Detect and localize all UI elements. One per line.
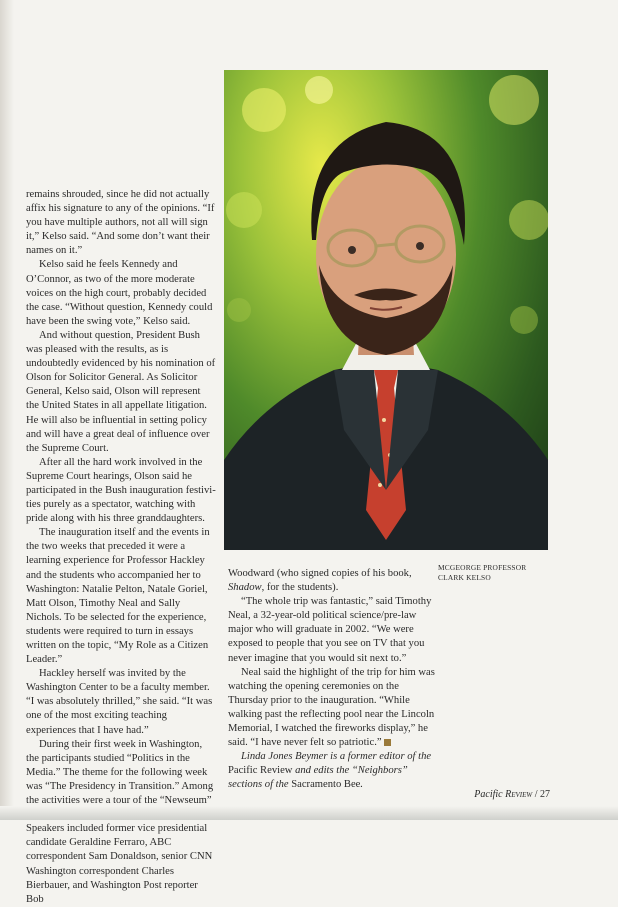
text-run: and edits the “Neighbors” sections of the (228, 765, 408, 791)
paragraph (228, 567, 438, 595)
paragraph: And without question, President Bush was pleased with the results, as is undoubtedly evidenced by his nomination of Olson for Solicitor General. As Solicitor General, Kelso said, Olson will represent the United States in all appellate litigation. He will also be influential in setting policy and will have a great deal of influence over the Supreme Court. (26, 329, 216, 454)
page-gutter-shadow (0, 0, 14, 820)
paragraph: After all the hard work involved in the Supreme Court hearings, Olson said he participated in the Bush inauguration festivi-ties purely as a spectator, watching with pride along with his three granddaughters. (26, 456, 216, 525)
text-run: Woodward (who signed copies of his book, (228, 568, 412, 579)
publication-name: Pacific (474, 789, 503, 800)
end-of-story-mark (384, 739, 391, 746)
portrait-illustration (224, 70, 548, 550)
paragraph: “The whole trip was fantastic,” said Timothy Neal, a 32-year-old political science/pre-law major who will graduate in 2002. “We were exposed to people that you see on TV that you never imagine that you would sit next to.” (228, 596, 432, 664)
text-run: Neal said the highlight of the trip for him was watching the opening ceremonies on the Thursday prior to the inauguration. “While walking past the reflecting pool near the Lincoln Memorial, I watched the fireworks display,” he said. “I have never felt so patriotic.” (228, 666, 435, 749)
paragraph: remains shrouded, since he did not actually affix his signature to any of the opinions. “If you have multiple authors, not all will sign it,” Kelso said. “And some don’t want their names on it.” (26, 189, 215, 257)
text-run: . (360, 779, 364, 791)
page-bottom-shadow (0, 806, 618, 820)
book-title: Shadow (228, 582, 262, 594)
publication-name: Pacific Review (228, 765, 293, 777)
paragraph: Hackley herself was invited by the Washington Center to be a faculty member. “I was absolutely thrilled,” she said. “It was one of the most exciting teaching experiences that I have had.” (26, 668, 213, 736)
article-middle-column (228, 567, 438, 793)
article-left-column (26, 188, 216, 907)
author-bio (228, 750, 438, 792)
paragraph: During their first week in Washington, the participants studied “Politics in the Media.” The theme for the following week was “The Presidency in Transition.” Among the activities were a tour of the “Newseum” Speakers included former vice presidential candidate Geraldine Ferraro, ABC correspondent Sam Donaldson, senior CNN Washington correspondent Charles Bierbauer, and Washington Post reporter Bob (26, 738, 214, 905)
paragraph: The inauguration itself and the events in the two weeks that preceded it were a learning experience for Professor Hackley and the students who accompanied her to Washington: Natalie Pelton, Natale Goriel, Matt Olson, Timothy Neal and Sally Nichols. To be selected for the experience, students were required to turn in essays written on the topic, “My Role as a Citizen Leader.” (26, 527, 210, 666)
page-number: 27 (540, 789, 550, 800)
paragraph (228, 666, 438, 751)
caption-line: MCGEORGE PROFESSOR (438, 563, 527, 572)
paragraph: Kelso said he feels Kennedy and O’Connor, as two of the more moderate voices on the high court, probably decided the case. “Without question, Kennedy could have been the swing vote,” Kelso said. (26, 259, 213, 327)
publication-name: Review (505, 789, 533, 800)
page-footer (474, 789, 550, 800)
separator: / (532, 789, 540, 800)
publication-name: Sacramento Bee (291, 779, 361, 791)
photo-caption (438, 563, 548, 582)
text-run: , for the students). (261, 582, 339, 594)
caption-line: CLARK KELSO (438, 572, 491, 582)
text-run: Linda Jones Beymer is a former editor of the (241, 751, 432, 763)
portrait-photo (224, 70, 548, 550)
